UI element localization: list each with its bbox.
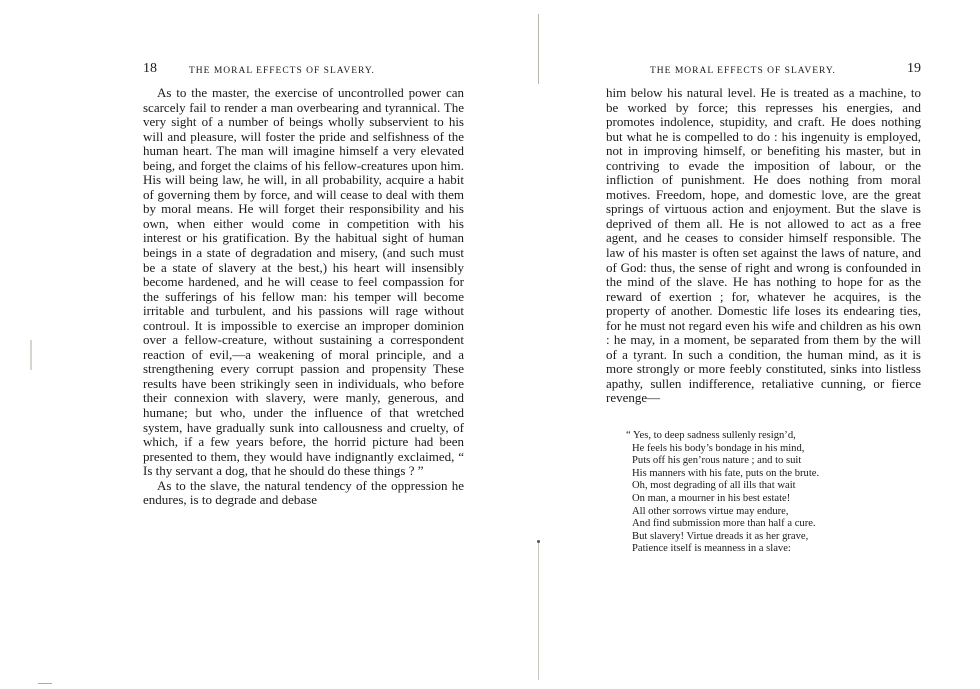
verse-line: “ Yes, to deep sadness sullenly resign’d, [626, 430, 796, 442]
verse-line: Patience itself is meanness in a slave: [632, 543, 791, 555]
page-number: 19 [907, 61, 921, 76]
verse-line: On man, a mourner in his best estate! [632, 493, 791, 504]
left-page-body [143, 86, 464, 508]
verse-line: But slavery! Virtue dreads it as her grave, [632, 530, 809, 542]
book-gutter [538, 0, 540, 689]
right-page-header [606, 62, 921, 80]
page-corner-mark [38, 683, 52, 684]
verse-line: Oh, most degrading of all ills that wait [632, 480, 796, 492]
verse-line: And find submission more than half a cure. [632, 518, 816, 530]
left-page-header [143, 62, 464, 80]
margin-speck [30, 340, 32, 370]
page-number: 18 [143, 61, 157, 76]
verse-line: All other sorrows virtue may endure, [632, 505, 789, 517]
right-page [606, 62, 921, 556]
paragraph: As to the master, the exercise of uncontrolled power can scarcely fail to render a man overbearing and tyrannical. The very sight of a number of beings wholly subservient to his will and pleasure, will foster the pride and selfishness of the human heart. The man will imagine himself a very elevated being, and forget the claims of his fellow-creatures upon him. His will being law, he will, in all probability, acquire a habit of governing them by force, and will cease to deal with them by moral means. He will forget their responsibility and his own, when either would come in competition with his interest or his gratification. By the habitual sight of human beings in a state of degradation and misery, (and such must be a state of slavery at the best,) his heart will insensibly become hardened, and he will cease to feel compassion for the sufferings of his fellow man: his temper will become irritable and turbulent, and his passions will rage without controul. It is impossible to exercise an improper dominion over a fellow-creature, without sustaining a correspondent reaction of evil,—a weakening of moral principle, and a strengthening every corrupt passion and propensity These results have been strikingly seen in individuals, who before their connexion with slavery, were manly, generous, and humane; but who, under the influence of that wretched system, have gradually sunk into callousness and cruelty, of which, if a few years before, the horrid picture had been presented to them, they would have indignantly exclaimed, “ Is thy servant a dog, that he should do these things ? ” [143, 85, 464, 479]
left-page [143, 62, 464, 508]
verse-line: Puts off his gen’rous nature ; and to suit [632, 455, 802, 467]
running-title: THE MORAL EFFECTS OF SLAVERY. [189, 66, 375, 76]
verse-quotation [626, 430, 921, 556]
paragraph: him below his natural level. He is treated as a machine, to be worked by force; this represses his energies, and promotes indolence, stupidity, and craft. He does nothing but what he is compelled to do : his ingenuity is employed, not in improving himself, or benefiting his master, but in contriving to evade the imposition of labour, or the infliction of punishment. He does nothing from moral motives. Freedom, hope, and domestic love, are the great springs of virtuous action and enjoyment. But the slave is deprived of them all. He is not allowed to act as a free agent, and he ceases to consider himself responsible. The law of his master is often set against the laws of nature, and of God: thus, the sense of right and wrong is confounded in the mind of the slave. He has nothing to hope for as the reward of exertion ; for, whatever he acquires, is the property of another. Domestic life loses its endearing ties, for he must not regard even his wife and children as his own : he may, in a moment, be separated from them by the will of a tyrant. In such a condition, the human mind, as it is more strongly or more feebly constituted, sinks into listless apathy, sullen indifference, retaliative cunning, or fierce revenge— [606, 85, 921, 406]
verse-line: He feels his body’s bondage in his mind, [632, 442, 805, 454]
right-page-body [606, 86, 921, 406]
verse-line: His manners with his fate, puts on the brute. [632, 467, 820, 479]
running-title: THE MORAL EFFECTS OF SLAVERY. [650, 66, 836, 76]
paragraph: As to the slave, the natural tendency of the oppression he endures, is to degrade and debase [143, 477, 464, 508]
